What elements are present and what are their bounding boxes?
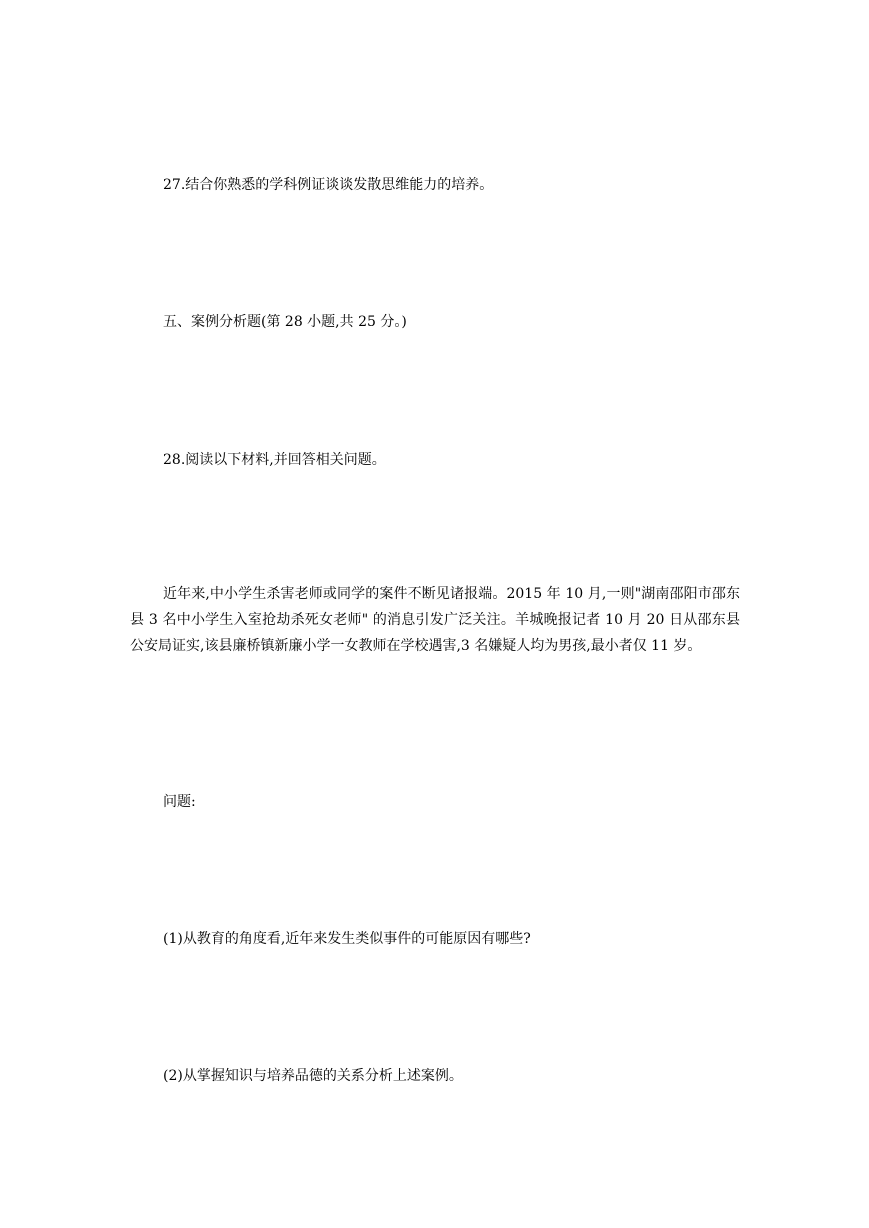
sub-question-2: (2)从掌握知识与培养品德的关系分析上述案例。 [163, 1068, 463, 1084]
questions-label: 问题: [163, 794, 196, 810]
case-material-paragraph: 近年来,中小学生杀害老师或同学的案件不断见诸报端。2015 年 10 月,一则"湖南邵阳市邵东县 3 名中小学生入室抢劫杀死女老师" 的消息引发广泛关注。羊城晚报记者 10 月 20 日从邵东县公安局证实,该县廉桥镇新廉小学一女教师在学校遇害,3 名嫌疑人均为男孩,最小者仅 11 岁。 [130, 586, 740, 654]
section-5-heading: 五、案例分析题(第 28 小题,共 25 分。) [163, 314, 407, 330]
question-27: 27.结合你熟悉的学科例证谈谈发散思维能力的培养。 [163, 177, 494, 193]
sub-question-1: (1)从教育的角度看,近年来发生类似事件的可能原因有哪些? [163, 931, 531, 947]
question-28: 28.阅读以下材料,并回答相关问题。 [163, 452, 386, 468]
